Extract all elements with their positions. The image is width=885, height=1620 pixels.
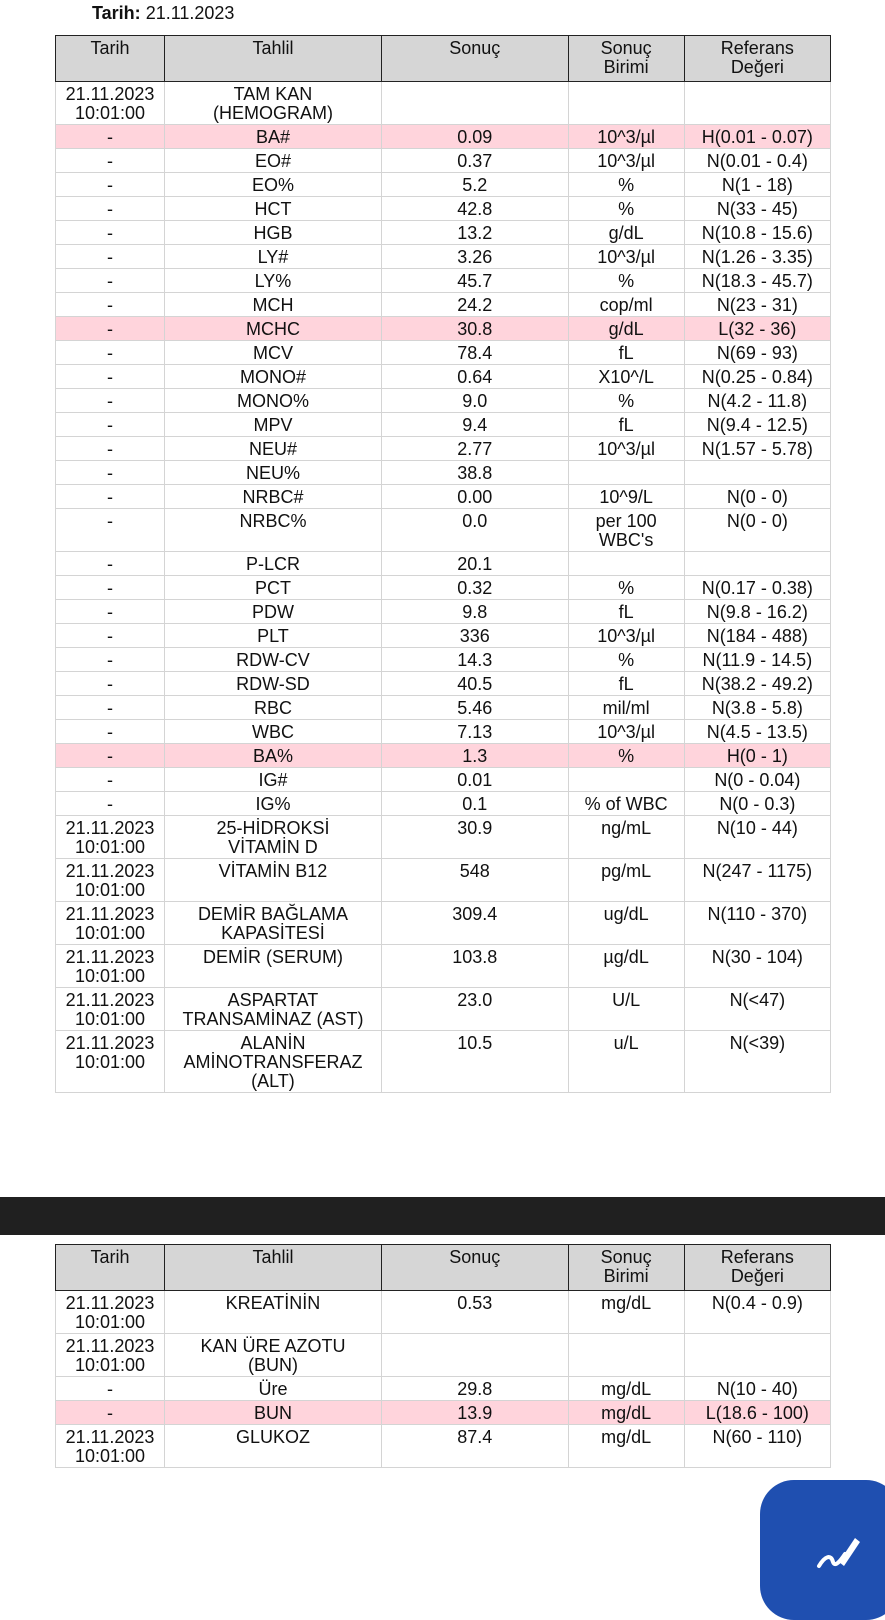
cell-birim: fL xyxy=(568,600,684,624)
cell-referans: N(23 - 31) xyxy=(684,293,830,317)
cell-referans: N(1 - 18) xyxy=(684,173,830,197)
table-row xyxy=(56,413,831,437)
cell-tahlil: LY# xyxy=(164,245,381,269)
cell-tarih: - xyxy=(56,624,165,648)
cell-tahlil: RBC xyxy=(164,696,381,720)
cell-tarih: 21.11.2023 10:01:00 xyxy=(56,902,165,945)
cell-tahlil: Üre xyxy=(164,1377,381,1401)
cell-tarih: 21.11.2023 10:01:00 xyxy=(56,1031,165,1093)
table-row xyxy=(56,859,831,902)
cell-sonuc: 9.0 xyxy=(381,389,568,413)
table-row xyxy=(56,816,831,859)
cell-birim: % xyxy=(568,576,684,600)
cell-birim: 10^9/L xyxy=(568,485,684,509)
cell-tahlil: NRBC# xyxy=(164,485,381,509)
cell-sonuc: 2.77 xyxy=(381,437,568,461)
cell-birim: mg/dL xyxy=(568,1291,684,1334)
lab-results-table xyxy=(55,35,831,1093)
cell-referans: N(10.8 - 15.6) xyxy=(684,221,830,245)
cell-tarih: - xyxy=(56,648,165,672)
cell-birim: mg/dL xyxy=(568,1401,684,1425)
table-row xyxy=(56,552,831,576)
cell-birim: % of WBC xyxy=(568,792,684,816)
cell-sonuc: 38.8 xyxy=(381,461,568,485)
cell-sonuc: 0.00 xyxy=(381,485,568,509)
cell-referans xyxy=(684,461,830,485)
cell-sonuc: 24.2 xyxy=(381,293,568,317)
cell-referans: N(247 - 1175) xyxy=(684,859,830,902)
table-row xyxy=(56,768,831,792)
cell-sonuc: 548 xyxy=(381,859,568,902)
cell-referans: N(11.9 - 14.5) xyxy=(684,648,830,672)
header-sonuc: Sonuç xyxy=(381,1245,568,1291)
cell-sonuc: 0.01 xyxy=(381,768,568,792)
cell-sonuc: 336 xyxy=(381,624,568,648)
cell-referans: N(1.26 - 3.35) xyxy=(684,245,830,269)
cell-tarih: - xyxy=(56,1377,165,1401)
header-tahlil: Tahlil xyxy=(164,36,381,82)
cell-birim: % xyxy=(568,744,684,768)
report-date-value: 21.11.2023 xyxy=(145,3,235,23)
cell-birim: g/dL xyxy=(568,317,684,341)
table-row xyxy=(56,720,831,744)
cell-tarih: - xyxy=(56,696,165,720)
cell-sonuc: 0.32 xyxy=(381,576,568,600)
cell-referans: L(18.6 - 100) xyxy=(684,1401,830,1425)
cell-referans: N(30 - 104) xyxy=(684,945,830,988)
cell-tahlil: RDW-CV xyxy=(164,648,381,672)
cell-referans: N(4.5 - 13.5) xyxy=(684,720,830,744)
table-row xyxy=(56,485,831,509)
cell-birim: % xyxy=(568,173,684,197)
table-row xyxy=(56,197,831,221)
cell-birim: fL xyxy=(568,413,684,437)
cell-sonuc: 0.37 xyxy=(381,149,568,173)
table-row xyxy=(56,1291,831,1334)
cell-referans: H(0 - 1) xyxy=(684,744,830,768)
cell-birim: % xyxy=(568,197,684,221)
cell-tahlil: ALANİN AMİNOTRANSFERAZ (ALT) xyxy=(164,1031,381,1093)
table-row xyxy=(56,341,831,365)
edit-pen-icon xyxy=(815,1532,861,1572)
header-birim: Sonuç Birimi xyxy=(568,1245,684,1291)
cell-sonuc: 0.0 xyxy=(381,509,568,552)
cell-sonuc: 78.4 xyxy=(381,341,568,365)
cell-tarih: - xyxy=(56,485,165,509)
cell-referans: N(<39) xyxy=(684,1031,830,1093)
cell-birim xyxy=(568,461,684,485)
cell-birim: u/L xyxy=(568,1031,684,1093)
cell-referans: N(184 - 488) xyxy=(684,624,830,648)
cell-sonuc: 30.9 xyxy=(381,816,568,859)
cell-tarih: - xyxy=(56,197,165,221)
cell-birim: 10^3/µl xyxy=(568,125,684,149)
table-row xyxy=(56,125,831,149)
cell-tarih: - xyxy=(56,1401,165,1425)
table-row xyxy=(56,600,831,624)
table-row xyxy=(56,1377,831,1401)
cell-tarih: 21.11.2023 10:01:00 xyxy=(56,1291,165,1334)
cell-tahlil: DEMİR BAĞLAMA KAPASİTESİ xyxy=(164,902,381,945)
cell-tahlil: NEU# xyxy=(164,437,381,461)
cell-tahlil: KAN ÜRE AZOTU (BUN) xyxy=(164,1334,381,1377)
cell-sonuc: 7.13 xyxy=(381,720,568,744)
table-row xyxy=(56,389,831,413)
header-referans: Referans Değeri xyxy=(684,1245,830,1291)
cell-tahlil: MONO# xyxy=(164,365,381,389)
cell-birim: ng/mL xyxy=(568,816,684,859)
cell-tahlil: HGB xyxy=(164,221,381,245)
table-row xyxy=(56,437,831,461)
cell-sonuc: 14.3 xyxy=(381,648,568,672)
cell-referans: N(33 - 45) xyxy=(684,197,830,221)
cell-tahlil: IG# xyxy=(164,768,381,792)
table-row xyxy=(56,82,831,125)
table-row xyxy=(56,461,831,485)
cell-tahlil: VİTAMİN B12 xyxy=(164,859,381,902)
cell-tahlil: MCV xyxy=(164,341,381,365)
cell-birim xyxy=(568,768,684,792)
table-row xyxy=(56,988,831,1031)
cell-referans: N(0 - 0) xyxy=(684,509,830,552)
header-tarih: Tarih xyxy=(56,1245,165,1291)
cell-referans xyxy=(684,82,830,125)
cell-tarih: - xyxy=(56,672,165,696)
cell-sonuc: 9.8 xyxy=(381,600,568,624)
cell-tahlil: GLUKOZ xyxy=(164,1425,381,1468)
cell-tahlil: PCT xyxy=(164,576,381,600)
cell-tahlil: HCT xyxy=(164,197,381,221)
cell-referans: N(10 - 40) xyxy=(684,1377,830,1401)
cell-tarih: - xyxy=(56,173,165,197)
cell-tarih: - xyxy=(56,720,165,744)
cell-sonuc: 0.64 xyxy=(381,365,568,389)
cell-birim: 10^3/µl xyxy=(568,149,684,173)
cell-tarih: 21.11.2023 10:01:00 xyxy=(56,82,165,125)
cell-birim: 10^3/µl xyxy=(568,437,684,461)
table-header-row xyxy=(56,1245,831,1291)
cell-tahlil: PLT xyxy=(164,624,381,648)
table-row xyxy=(56,317,831,341)
cell-tarih: - xyxy=(56,341,165,365)
cell-sonuc: 13.2 xyxy=(381,221,568,245)
cell-tarih: - xyxy=(56,149,165,173)
cell-birim: mg/dL xyxy=(568,1425,684,1468)
cell-tahlil: NRBC% xyxy=(164,509,381,552)
table-row xyxy=(56,648,831,672)
cell-birim: mg/dL xyxy=(568,1377,684,1401)
cell-referans: N(<47) xyxy=(684,988,830,1031)
cell-tahlil: BUN xyxy=(164,1401,381,1425)
cell-referans xyxy=(684,552,830,576)
cell-tarih: - xyxy=(56,509,165,552)
table-row xyxy=(56,672,831,696)
table-row xyxy=(56,696,831,720)
cell-tahlil: PDW xyxy=(164,600,381,624)
cell-tarih: - xyxy=(56,461,165,485)
cell-sonuc: 87.4 xyxy=(381,1425,568,1468)
report-date xyxy=(92,3,234,23)
cell-sonuc: 45.7 xyxy=(381,269,568,293)
cell-referans: N(0 - 0) xyxy=(684,485,830,509)
cell-tahlil: EO# xyxy=(164,149,381,173)
cell-sonuc: 0.1 xyxy=(381,792,568,816)
cell-tahlil: BA% xyxy=(164,744,381,768)
cell-birim: fL xyxy=(568,672,684,696)
cell-referans: N(0.01 - 0.4) xyxy=(684,149,830,173)
table-row xyxy=(56,173,831,197)
cell-birim xyxy=(568,1334,684,1377)
cell-sonuc xyxy=(381,82,568,125)
table-row xyxy=(56,221,831,245)
cell-tarih: - xyxy=(56,245,165,269)
cell-referans: N(4.2 - 11.8) xyxy=(684,389,830,413)
header-tarih: Tarih xyxy=(56,36,165,82)
cell-tahlil: TAM KAN (HEMOGRAM) xyxy=(164,82,381,125)
header-sonuc: Sonuç xyxy=(381,36,568,82)
cell-birim: ug/dL xyxy=(568,902,684,945)
edit-fab-button[interactable] xyxy=(760,1480,885,1620)
cell-sonuc: 30.8 xyxy=(381,317,568,341)
cell-sonuc: 0.09 xyxy=(381,125,568,149)
report-date-label: Tarih: xyxy=(92,3,141,23)
cell-birim: % xyxy=(568,269,684,293)
cell-tarih: 21.11.2023 10:01:00 xyxy=(56,1334,165,1377)
cell-tahlil: BA# xyxy=(164,125,381,149)
table-row xyxy=(56,269,831,293)
table-row xyxy=(56,624,831,648)
cell-referans: N(9.8 - 16.2) xyxy=(684,600,830,624)
cell-tarih: - xyxy=(56,576,165,600)
cell-tahlil: MCH xyxy=(164,293,381,317)
cell-sonuc: 10.5 xyxy=(381,1031,568,1093)
cell-tarih: - xyxy=(56,413,165,437)
cell-tahlil: RDW-SD xyxy=(164,672,381,696)
cell-tahlil: MCHC xyxy=(164,317,381,341)
table-row xyxy=(56,792,831,816)
cell-tahlil: DEMİR (SERUM) xyxy=(164,945,381,988)
table-row xyxy=(56,293,831,317)
cell-tarih: - xyxy=(56,552,165,576)
cell-tahlil: 25-HİDROKSİ VİTAMİN D xyxy=(164,816,381,859)
cell-birim: fL xyxy=(568,341,684,365)
table-row xyxy=(56,902,831,945)
cell-tarih: - xyxy=(56,269,165,293)
cell-tarih: - xyxy=(56,792,165,816)
cell-tarih: 21.11.2023 10:01:00 xyxy=(56,859,165,902)
cell-birim: g/dL xyxy=(568,221,684,245)
cell-referans: N(38.2 - 49.2) xyxy=(684,672,830,696)
cell-sonuc: 1.3 xyxy=(381,744,568,768)
table-row xyxy=(56,1425,831,1468)
cell-sonuc: 3.26 xyxy=(381,245,568,269)
cell-referans: N(0 - 0.04) xyxy=(684,768,830,792)
cell-birim xyxy=(568,82,684,125)
cell-birim: 10^3/µl xyxy=(568,245,684,269)
cell-tarih: 21.11.2023 10:01:00 xyxy=(56,945,165,988)
cell-sonuc: 29.8 xyxy=(381,1377,568,1401)
cell-referans: N(60 - 110) xyxy=(684,1425,830,1468)
cell-birim: µg/dL xyxy=(568,945,684,988)
cell-birim: % xyxy=(568,389,684,413)
cell-sonuc: 5.46 xyxy=(381,696,568,720)
cell-sonuc: 20.1 xyxy=(381,552,568,576)
cell-birim: per 100 WBC's xyxy=(568,509,684,552)
cell-birim: mil/ml xyxy=(568,696,684,720)
cell-tarih: - xyxy=(56,437,165,461)
cell-tahlil: KREATİNİN xyxy=(164,1291,381,1334)
header-referans: Referans Değeri xyxy=(684,36,830,82)
cell-birim xyxy=(568,552,684,576)
cell-tarih: 21.11.2023 10:01:00 xyxy=(56,988,165,1031)
cell-referans xyxy=(684,1334,830,1377)
cell-tarih: - xyxy=(56,293,165,317)
cell-referans: N(0.17 - 0.38) xyxy=(684,576,830,600)
cell-sonuc: 23.0 xyxy=(381,988,568,1031)
section-divider-bar xyxy=(0,1197,885,1235)
cell-tahlil: WBC xyxy=(164,720,381,744)
table-row xyxy=(56,245,831,269)
cell-referans: N(0.4 - 0.9) xyxy=(684,1291,830,1334)
table-row xyxy=(56,945,831,988)
table-header-row xyxy=(56,36,831,82)
cell-sonuc: 5.2 xyxy=(381,173,568,197)
cell-sonuc: 0.53 xyxy=(381,1291,568,1334)
cell-tarih: - xyxy=(56,389,165,413)
cell-tahlil: LY% xyxy=(164,269,381,293)
cell-referans: N(3.8 - 5.8) xyxy=(684,696,830,720)
table-row xyxy=(56,576,831,600)
cell-referans: N(0.25 - 0.84) xyxy=(684,365,830,389)
cell-tahlil: IG% xyxy=(164,792,381,816)
cell-tahlil: ASPARTAT TRANSAMİNAZ (AST) xyxy=(164,988,381,1031)
cell-referans: H(0.01 - 0.07) xyxy=(684,125,830,149)
cell-tahlil: NEU% xyxy=(164,461,381,485)
cell-sonuc: 9.4 xyxy=(381,413,568,437)
cell-birim: % xyxy=(568,648,684,672)
cell-birim: X10^/L xyxy=(568,365,684,389)
cell-birim: 10^3/µl xyxy=(568,624,684,648)
cell-birim: cop/ml xyxy=(568,293,684,317)
cell-birim: U/L xyxy=(568,988,684,1031)
cell-tarih: 21.11.2023 10:01:00 xyxy=(56,816,165,859)
cell-referans: N(9.4 - 12.5) xyxy=(684,413,830,437)
cell-referans: N(110 - 370) xyxy=(684,902,830,945)
table-row xyxy=(56,509,831,552)
cell-tarih: - xyxy=(56,768,165,792)
cell-tarih: - xyxy=(56,600,165,624)
cell-sonuc: 309.4 xyxy=(381,902,568,945)
cell-tarih: - xyxy=(56,221,165,245)
cell-tarih: - xyxy=(56,365,165,389)
table-row xyxy=(56,1031,831,1093)
table-row xyxy=(56,1334,831,1377)
cell-tahlil: EO% xyxy=(164,173,381,197)
cell-referans: L(32 - 36) xyxy=(684,317,830,341)
biochemistry-results-table xyxy=(55,1244,831,1468)
cell-tarih: 21.11.2023 10:01:00 xyxy=(56,1425,165,1468)
cell-birim: pg/mL xyxy=(568,859,684,902)
cell-referans: N(1.57 - 5.78) xyxy=(684,437,830,461)
cell-tahlil: P-LCR xyxy=(164,552,381,576)
cell-sonuc xyxy=(381,1334,568,1377)
cell-sonuc: 40.5 xyxy=(381,672,568,696)
cell-tarih: - xyxy=(56,125,165,149)
cell-tahlil: MPV xyxy=(164,413,381,437)
cell-tarih: - xyxy=(56,317,165,341)
cell-sonuc: 42.8 xyxy=(381,197,568,221)
cell-referans: N(69 - 93) xyxy=(684,341,830,365)
header-tahlil: Tahlil xyxy=(164,1245,381,1291)
table-row xyxy=(56,149,831,173)
cell-referans: N(10 - 44) xyxy=(684,816,830,859)
header-birim: Sonuç Birimi xyxy=(568,36,684,82)
cell-tarih: - xyxy=(56,744,165,768)
cell-referans: N(18.3 - 45.7) xyxy=(684,269,830,293)
cell-sonuc: 13.9 xyxy=(381,1401,568,1425)
cell-sonuc: 103.8 xyxy=(381,945,568,988)
cell-referans: N(0 - 0.3) xyxy=(684,792,830,816)
table-row xyxy=(56,744,831,768)
table-row xyxy=(56,365,831,389)
cell-birim: 10^3/µl xyxy=(568,720,684,744)
cell-tahlil: MONO% xyxy=(164,389,381,413)
table-row xyxy=(56,1401,831,1425)
